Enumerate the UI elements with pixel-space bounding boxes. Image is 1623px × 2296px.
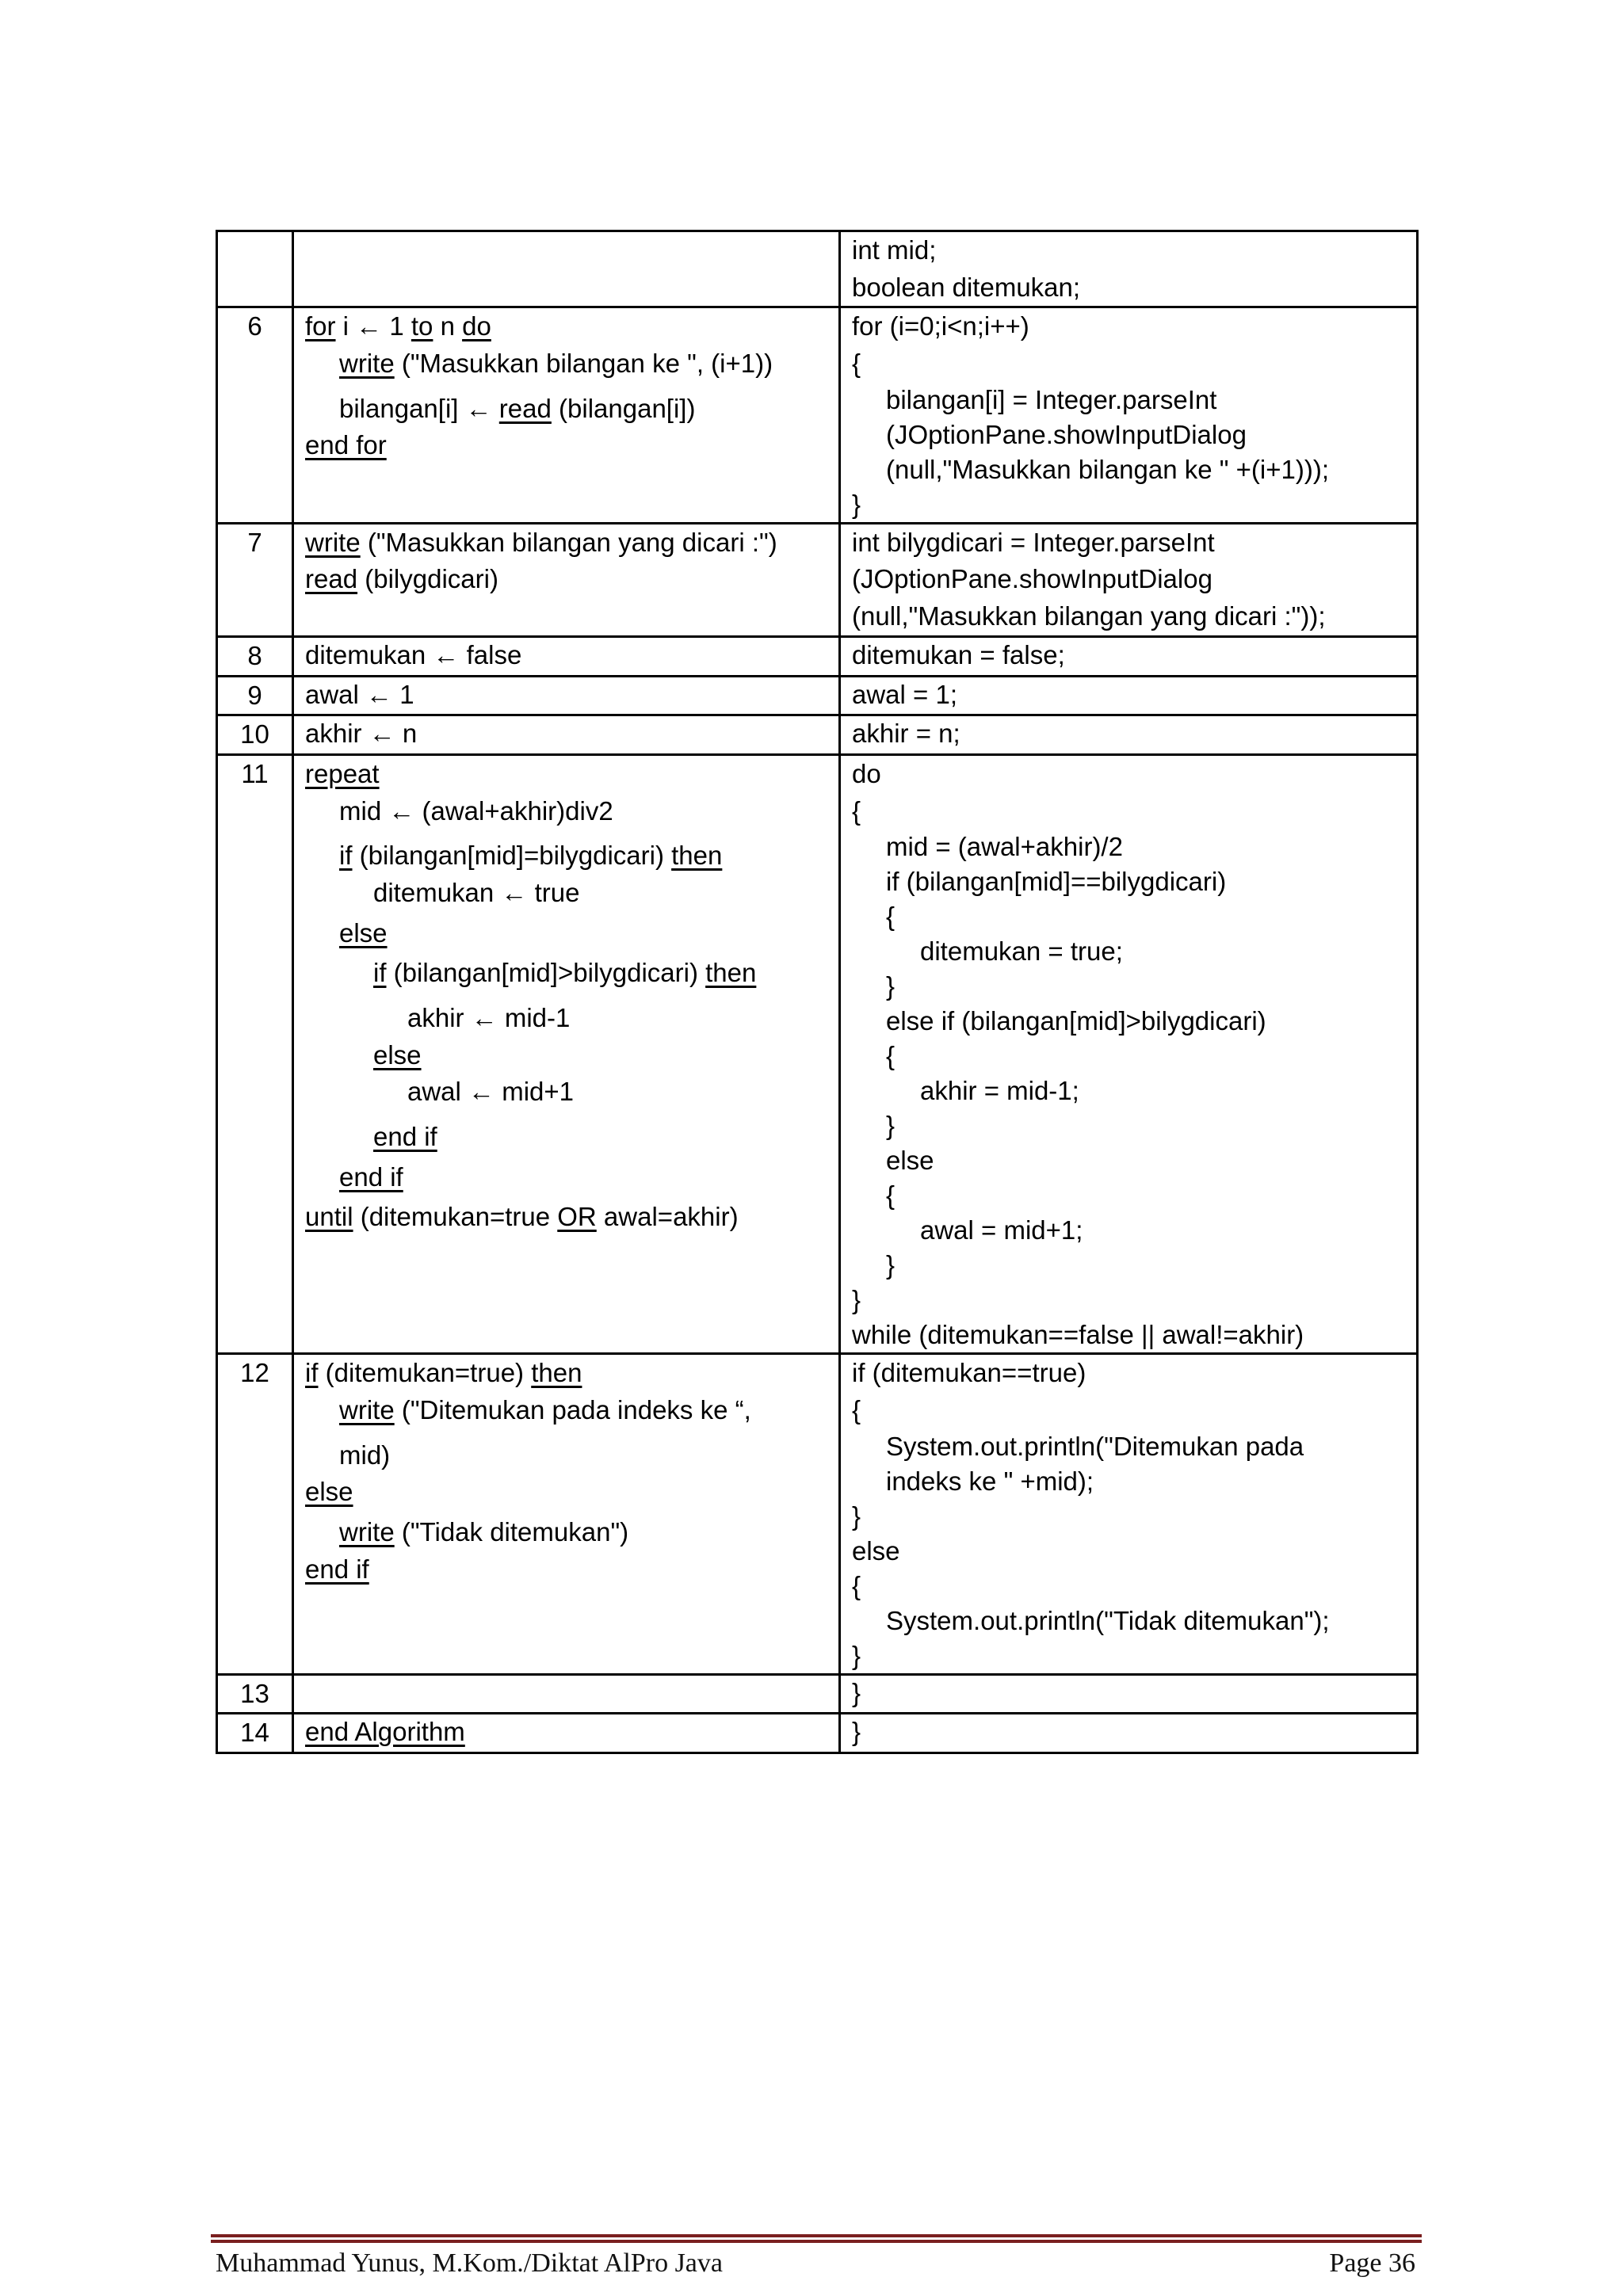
algo-line (305, 345, 827, 383)
algo-line (305, 1199, 827, 1236)
java-cell (840, 754, 1418, 1353)
code-line: bilangan[i] = Integer.parseInt (886, 384, 1217, 414)
algo-line (305, 756, 827, 793)
row-number: 8 (217, 636, 293, 676)
algo-line (305, 1037, 827, 1074)
code-line: { (852, 1394, 861, 1425)
code-text: ("Ditemukan pada indeks ke “, (394, 1394, 751, 1425)
code-text: awal=akhir) (596, 1202, 739, 1232)
algo-line (305, 1551, 827, 1589)
algorithm-cell (293, 523, 840, 636)
code-line: } (886, 971, 896, 1001)
code-line: ditemukan = false; (852, 639, 1065, 669)
table-row (217, 636, 1418, 676)
algo-line (305, 1000, 827, 1037)
algo-line (305, 561, 827, 598)
table-row (217, 715, 1418, 755)
code-line: (JOptionPane.showInputDialog (852, 564, 1212, 594)
code-text: ("Tidak ditemukan") (394, 1517, 629, 1547)
code-text: ditemukan ← true (373, 877, 580, 907)
row-number: 13 (217, 1674, 293, 1714)
page-number: Page 36 (1329, 2248, 1415, 2278)
code-line: (JOptionPane.showInputDialog (886, 419, 1247, 449)
code-line: (null,"Masukkan bilangan yang dicari :")); (852, 601, 1326, 631)
java-cell (840, 715, 1418, 755)
code-line: System.out.println("Tidak ditemukan"); (886, 1605, 1330, 1635)
java-cell (840, 636, 1418, 676)
java-cell (840, 523, 1418, 636)
keyword: until (305, 1202, 353, 1232)
keyword: OR (557, 1202, 597, 1232)
code-line: { (886, 902, 896, 932)
keyword: else (339, 917, 388, 948)
code-line: for (i=0;i<n;i++) (852, 311, 1029, 341)
keyword: then (531, 1358, 582, 1388)
code-text: (bilangan[mid]>bilygdicari) (386, 958, 706, 988)
code-line: } (852, 1285, 861, 1315)
code-line: awal = mid+1; (920, 1215, 1083, 1245)
keyword: then (705, 958, 757, 988)
code-text: mid) (339, 1440, 391, 1470)
keyword: repeat (305, 758, 380, 788)
keyword: else (305, 1477, 353, 1507)
footer-author: Muhammad Yunus, M.Kom./Diktat AlPro Java (216, 2248, 723, 2278)
algorithm-cell (293, 754, 840, 1353)
java-cell (840, 1674, 1418, 1714)
code-text: ditemukan ← false (305, 639, 522, 669)
algo-line (305, 1514, 827, 1551)
keyword: for (305, 311, 336, 341)
algo-line (305, 1119, 827, 1156)
keyword: if (305, 1358, 319, 1388)
code-line: } (852, 489, 861, 519)
row-number: 12 (217, 1354, 293, 1674)
algo-line (305, 716, 827, 751)
code-line: } (852, 1640, 861, 1670)
code-line: akhir = mid-1; (920, 1076, 1079, 1106)
code-line: akhir = n; (852, 719, 960, 749)
code-line: int bilygdicari = Integer.parseInt (852, 527, 1215, 557)
row-number: 14 (217, 1714, 293, 1753)
row-number: 10 (217, 715, 293, 755)
algorithm-cell (293, 715, 840, 755)
code-text: (bilangan[mid]=bilygdicari) (352, 841, 672, 871)
algo-line (305, 638, 827, 673)
algo-line (305, 793, 827, 830)
algo-line (305, 427, 827, 464)
algo-line (305, 524, 827, 562)
table-row (217, 754, 1418, 1353)
table-row (217, 523, 1418, 636)
code-line: } (852, 1717, 861, 1747)
code-line: awal = 1; (852, 679, 957, 709)
row-number: 7 (217, 523, 293, 636)
code-line: else (886, 1146, 934, 1176)
code-text: awal ← 1 (305, 679, 414, 709)
code-text: awal ← mid+1 (407, 1077, 575, 1107)
table-row (217, 1674, 1418, 1714)
code-line: { (852, 795, 861, 826)
algo-line (305, 837, 827, 875)
row-number: 9 (217, 676, 293, 715)
algo-line (305, 391, 827, 428)
keyword: do (462, 311, 491, 341)
keyword: to (411, 311, 433, 341)
java-cell (840, 1714, 1418, 1753)
algo-line (305, 1392, 827, 1429)
table-row (217, 1714, 1418, 1753)
code-line: { (886, 1180, 896, 1211)
algorithm-cell (293, 1354, 840, 1674)
code-line: mid = (awal+akhir)/2 (886, 832, 1123, 862)
algo-line (305, 308, 827, 345)
algo-line (305, 875, 827, 912)
code-text: ("Masukkan bilangan yang dicari :") (360, 527, 777, 557)
code-line: { (852, 1570, 861, 1600)
code-line: while (ditemukan==false || awal!=akhir) (852, 1320, 1304, 1350)
code-text: (ditemukan=true (353, 1202, 558, 1232)
code-line: { (852, 349, 861, 379)
keyword: if (373, 958, 387, 988)
algorithm-cell (293, 636, 840, 676)
code-text: ("Masukkan bilangan ke ", (i+1)) (394, 349, 773, 379)
keyword: read (498, 393, 552, 423)
algo-line (305, 915, 827, 952)
algo-line (305, 677, 827, 712)
code-line: if (ditemukan==true) (852, 1358, 1086, 1388)
code-line: (null,"Masukkan bilangan ke " +(i+1))); (886, 454, 1330, 484)
code-line: ditemukan = true; (920, 936, 1123, 967)
code-line: if (bilangan[mid]==bilygdicari) (886, 867, 1227, 897)
footer-rule (211, 2234, 1422, 2243)
table-row (217, 307, 1418, 523)
keyword: write (339, 1517, 395, 1547)
algorithm-cell (293, 676, 840, 715)
keyword: end Algorithm (305, 1717, 465, 1747)
algo-line (305, 1437, 827, 1474)
code-text: mid ← (awal+akhir)div2 (339, 795, 613, 826)
algorithm-cell (293, 231, 840, 307)
code-text: (bilangan[i]) (551, 393, 696, 423)
algorithm-cell (293, 307, 840, 523)
keyword: read (305, 564, 358, 594)
keyword: end if (373, 1122, 437, 1152)
algorithm-cell (293, 1714, 840, 1753)
code-line: int mid; (852, 235, 937, 265)
code-line: } (852, 1501, 861, 1531)
row-number (217, 231, 293, 307)
table-row (217, 676, 1418, 715)
code-line: else if (bilangan[mid]>bilygdicari) (886, 1006, 1266, 1036)
algo-line (305, 1714, 827, 1749)
table-row (217, 1354, 1418, 1674)
keyword: if (339, 841, 353, 871)
code-line: } (886, 1111, 896, 1141)
algorithm-cell (293, 1674, 840, 1714)
code-line: } (886, 1250, 896, 1280)
java-cell (840, 307, 1418, 523)
code-text: i ← 1 (335, 311, 411, 341)
algo-line (305, 1159, 827, 1196)
keyword: write (339, 349, 395, 379)
code-line: boolean ditemukan; (852, 272, 1081, 302)
code-line: System.out.println("Ditemukan pada (886, 1431, 1304, 1461)
code-line: indeks ke " +mid); (886, 1466, 1094, 1496)
code-text: (ditemukan=true) (318, 1358, 532, 1388)
code-line: } (852, 1677, 861, 1707)
java-cell (840, 676, 1418, 715)
code-comparison-table (216, 230, 1419, 1754)
row-number: 6 (217, 307, 293, 523)
code-text: n (433, 311, 463, 341)
table-row (217, 231, 1418, 307)
code-line: else (852, 1535, 900, 1566)
code-line: { (886, 1041, 896, 1071)
algo-line (305, 955, 827, 992)
algo-line (305, 1355, 827, 1392)
keyword: then (671, 841, 723, 871)
code-line: do (852, 758, 881, 788)
keyword: write (305, 527, 361, 557)
keyword: end for (305, 430, 387, 460)
code-text: akhir ← n (305, 719, 418, 749)
keyword: else (373, 1039, 422, 1070)
keyword: end if (339, 1161, 403, 1192)
algo-line (305, 1074, 827, 1111)
code-text: (bilygdicari) (357, 564, 498, 594)
row-number: 11 (217, 754, 293, 1353)
keyword: end if (305, 1554, 369, 1584)
code-text: bilangan[i] ← (339, 393, 499, 423)
java-cell (840, 1354, 1418, 1674)
code-text: akhir ← mid-1 (407, 1003, 571, 1033)
keyword: write (339, 1394, 395, 1425)
algo-line (305, 1474, 827, 1511)
java-cell (840, 231, 1418, 307)
